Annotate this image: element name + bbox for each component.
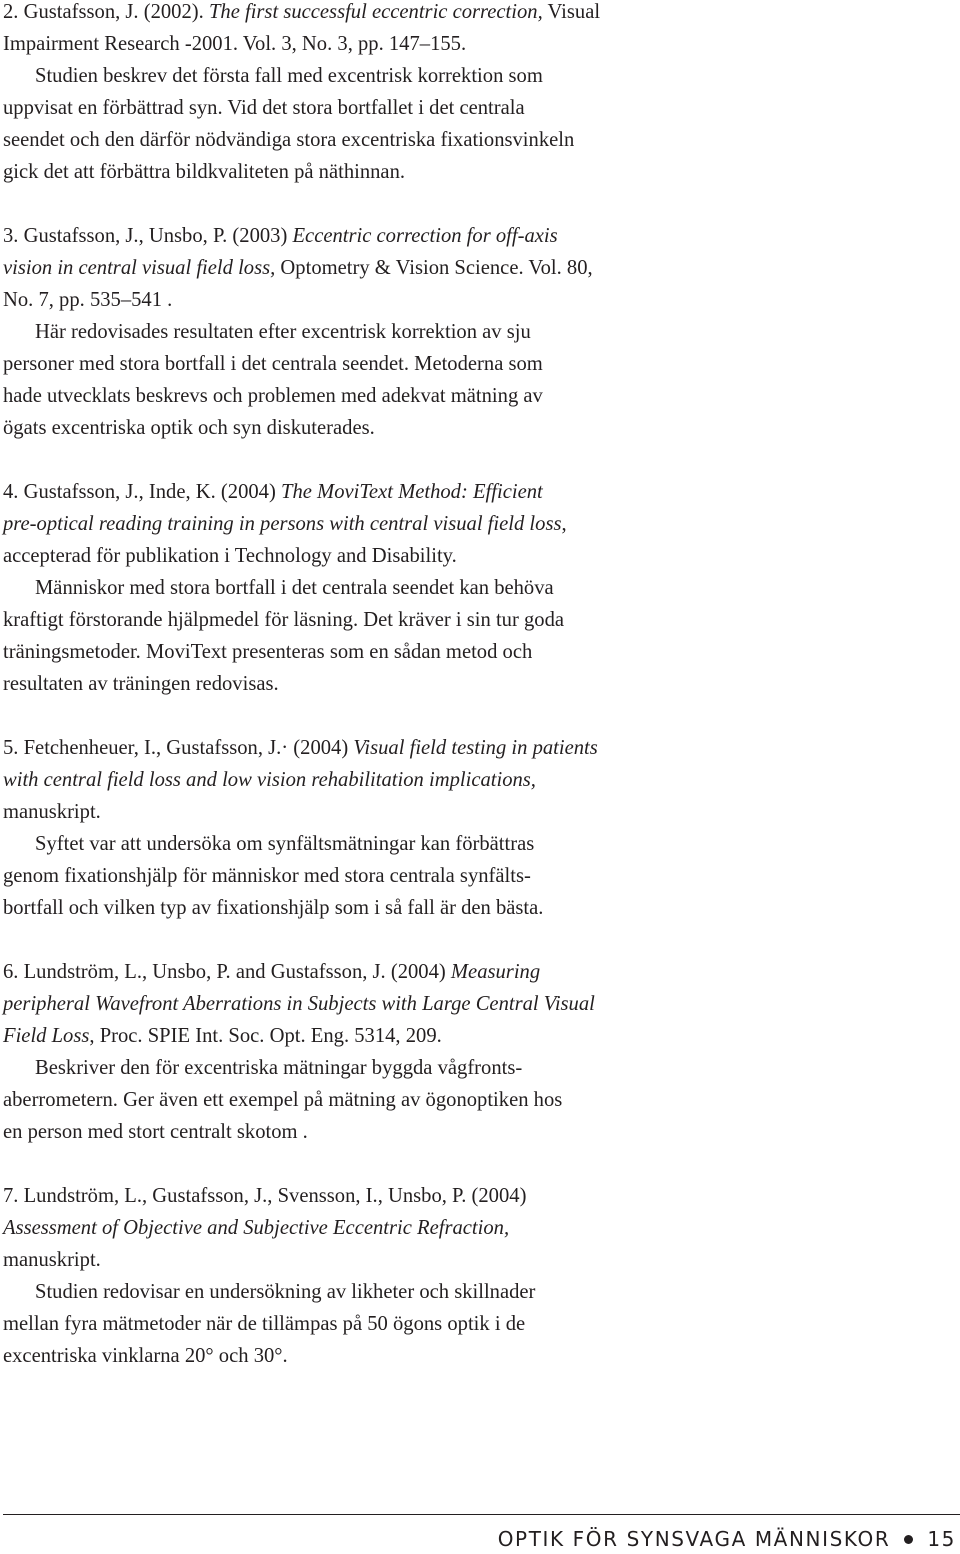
text-segment: Studien redovisar en undersökning av likheter och skillnader bbox=[35, 1281, 536, 1303]
italic-title-segment: The first successful eccentric correction, bbox=[208, 1, 543, 23]
text-segment: uppvisat en förbättrad syn. Vid det stora bortfallet i det centrala bbox=[3, 97, 525, 119]
text-segment: kraftigt förstorande hjälpmedel för läsning. Det kräver i sin tur goda bbox=[3, 609, 565, 631]
text-line bbox=[3, 1052, 953, 1084]
text-segment: , Proc. SPIE Int. Soc. Opt. Eng. 5314, 209. bbox=[89, 1025, 442, 1047]
text-segment: 5. Fetchenheuer, I., Gustafsson, J.· (2004) bbox=[3, 737, 354, 759]
text-line bbox=[3, 156, 953, 188]
text-line bbox=[3, 252, 953, 284]
text-line bbox=[3, 476, 953, 508]
text-segment: 3. Gustafsson, J., Unsbo, P. (2003) bbox=[3, 225, 293, 247]
footer-rule bbox=[3, 1514, 960, 1515]
text-line bbox=[3, 764, 953, 796]
italic-title-segment: Eccentric correction for off-axis bbox=[292, 225, 558, 247]
italic-title-segment: with central field loss and low vision rehabilitation implications, bbox=[3, 769, 536, 791]
text-segment: Impairment Research -2001. Vol. 3, No. 3, pp. 147–155. bbox=[3, 33, 467, 55]
text-segment: Studien beskrev det första fall med excentrisk korrektion som bbox=[35, 65, 543, 87]
text-segment: Visual bbox=[542, 1, 601, 23]
text-segment: 6. Lundström, L., Unsbo, P. and Gustafsson, J. (2004) bbox=[3, 961, 451, 983]
text-line bbox=[3, 892, 953, 924]
text-line bbox=[3, 860, 953, 892]
text-line bbox=[3, 1340, 953, 1372]
text-line bbox=[3, 668, 953, 700]
text-line bbox=[3, 0, 953, 28]
italic-title-segment: pre-optical reading training in persons with central visual field loss bbox=[3, 513, 562, 535]
text-line bbox=[3, 636, 953, 668]
italic-title-segment: The MoviText Method: Efficient bbox=[281, 481, 543, 503]
reference-entry-2 bbox=[3, 0, 953, 188]
text-line bbox=[3, 1308, 953, 1340]
text-segment: manuskript. bbox=[3, 1249, 101, 1271]
text-segment: resultaten av träningen redovisas. bbox=[3, 673, 279, 695]
text-line bbox=[3, 220, 953, 252]
text-segment: 4. Gustafsson, J., Inde, K. (2004) bbox=[3, 481, 281, 503]
text-line bbox=[3, 1276, 953, 1308]
text-line bbox=[3, 92, 953, 124]
text-line bbox=[3, 508, 953, 540]
text-line bbox=[3, 1116, 953, 1148]
italic-title-segment: Assessment of Objective and Subjective Eccentric Refraction, bbox=[3, 1217, 510, 1239]
italic-title-segment: peripheral Wavefront Aberrations in Subjects with Large Central Visual bbox=[3, 993, 595, 1015]
text-line bbox=[3, 1020, 953, 1052]
text-segment: en person med stort centralt skotom . bbox=[3, 1121, 308, 1143]
text-line bbox=[3, 572, 953, 604]
text-line bbox=[3, 604, 953, 636]
text-segment: manuskript. bbox=[3, 801, 101, 823]
text-line bbox=[3, 124, 953, 156]
italic-title-segment: Field Loss bbox=[3, 1025, 90, 1047]
text-line bbox=[3, 316, 953, 348]
text-line bbox=[3, 60, 953, 92]
running-title: OPTIK FÖR SYNSVAGA MÄNNISKOR bbox=[497, 1527, 891, 1551]
text-line bbox=[3, 348, 953, 380]
text-line bbox=[3, 1244, 953, 1276]
text-line bbox=[3, 28, 953, 60]
text-line bbox=[3, 284, 953, 316]
reference-entry-4 bbox=[3, 476, 953, 700]
text-line bbox=[3, 988, 953, 1020]
text-segment: bortfall och vilken typ av fixationshjälp som i så fall är den bästa. bbox=[3, 897, 544, 919]
text-segment: genom fixationshjälp för människor med stora centrala synfälts- bbox=[3, 865, 531, 887]
text-segment: mellan fyra mätmetoder när de tillämpas på 50 ögons optik i de bbox=[3, 1313, 526, 1335]
text-segment: gick det att förbättra bildkvaliteten på näthinnan. bbox=[3, 161, 406, 183]
text-segment: 7. Lundström, L., Gustafsson, J., Svensson, I., Unsbo, P. (2004) bbox=[3, 1185, 527, 1207]
text-line bbox=[3, 1212, 953, 1244]
text-segment: aberrometern. Ger även ett exempel på mätning av ögonoptiken hos bbox=[3, 1089, 563, 1111]
text-segment: hade utvecklats beskrevs och problemen med adekvat mätning av bbox=[3, 385, 543, 407]
text-line bbox=[3, 1180, 953, 1212]
text-line bbox=[3, 412, 953, 444]
text-segment: Syftet var att undersöka om synfältsmätningar kan förbättras bbox=[35, 833, 535, 855]
text-segment: No. 7, pp. 535–541 . bbox=[3, 289, 173, 311]
text-segment: Beskriver den för excentriska mätningar byggda vågfronts- bbox=[35, 1057, 523, 1079]
page-number: 15 bbox=[927, 1527, 956, 1551]
reference-entry-7 bbox=[3, 1180, 953, 1372]
bullet-separator-icon bbox=[904, 1535, 913, 1544]
italic-title-segment: vision in central visual field loss, bbox=[3, 257, 276, 279]
text-line bbox=[3, 732, 953, 764]
text-line bbox=[3, 540, 953, 572]
text-line bbox=[3, 1084, 953, 1116]
text-segment: Optometry & Vision Science. Vol. 80, bbox=[275, 257, 593, 279]
text-line bbox=[3, 828, 953, 860]
reference-entry-6 bbox=[3, 956, 953, 1148]
reference-entry-3 bbox=[3, 220, 953, 444]
text-segment: personer med stora bortfall i det centrala seendet. Metoderna som bbox=[3, 353, 543, 375]
text-line bbox=[3, 380, 953, 412]
page-footer bbox=[498, 1524, 956, 1554]
text-segment: ögats excentriska optik och syn diskuterades. bbox=[3, 417, 375, 439]
text-segment: , bbox=[561, 513, 567, 535]
text-segment: träningsmetoder. MoviText presenteras som en sådan metod och bbox=[3, 641, 533, 663]
italic-title-segment: Visual field testing in patients bbox=[353, 737, 598, 759]
italic-title-segment: Measuring bbox=[450, 961, 541, 983]
text-segment: accepterad för publikation i Technology and Disability. bbox=[3, 545, 457, 567]
text-segment: 2. Gustafsson, J. (2002). bbox=[3, 1, 209, 23]
text-segment: excentriska vinklarna 20° och 30°. bbox=[3, 1345, 288, 1367]
text-segment: Här redovisades resultaten efter excentrisk korrektion av sju bbox=[35, 321, 531, 343]
text-segment: seendet och den därför nödvändiga stora excentriska fixationsvinkeln bbox=[3, 129, 575, 151]
text-line bbox=[3, 956, 953, 988]
text-line bbox=[3, 796, 953, 828]
text-segment: Människor med stora bortfall i det centrala seendet kan behöva bbox=[35, 577, 554, 599]
reference-entry-5 bbox=[3, 732, 953, 924]
